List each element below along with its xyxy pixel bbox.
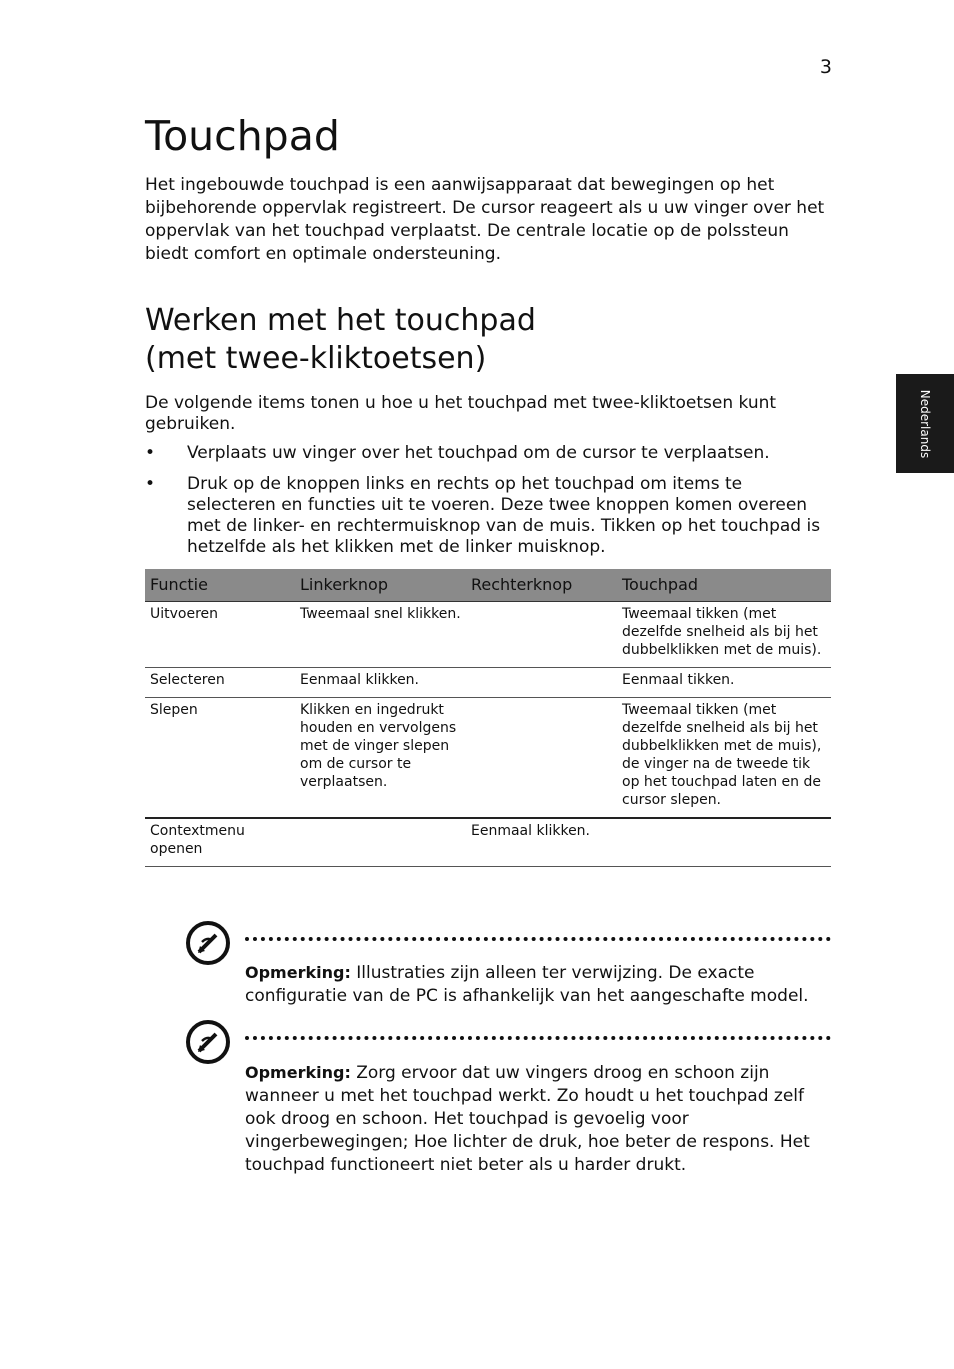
table-cell xyxy=(295,818,466,867)
table-cell: Slepen xyxy=(145,698,295,819)
bullet-symbol: • xyxy=(145,474,156,494)
language-tab-label: Nederlands xyxy=(918,389,932,458)
table-cell: Eenmaal klikken. xyxy=(466,818,617,867)
bullet-item xyxy=(145,443,835,464)
table-cell: Contextmenu openen xyxy=(145,818,295,867)
note-pen-icon xyxy=(185,920,231,966)
language-tab xyxy=(896,374,954,473)
table-cell xyxy=(466,668,617,698)
page-title: Touchpad xyxy=(145,112,340,160)
table-cell: Eenmaal klikken. xyxy=(295,668,466,698)
note-text xyxy=(245,1061,835,1177)
column-header-linkerknop: Linkerknop xyxy=(295,569,466,602)
table-cell: Eenmaal tikken. xyxy=(617,668,831,698)
bullet-item xyxy=(145,474,835,558)
table-cell: Uitvoeren xyxy=(145,602,295,668)
table-cell: Tweemaal snel klikken. xyxy=(295,602,466,668)
table-row xyxy=(145,668,831,698)
bullet-text: Druk op de knoppen links en rechts op het touchpad om items te selecteren en functies uit te voeren. Deze twee knoppen komen overeen met de linker- en rechtermuisknop van de muis. Tikken op het touchpad is hetzelfde als het klikken met de linker muisknop. xyxy=(187,474,821,557)
bullet-symbol: • xyxy=(145,443,156,463)
intro-paragraph: Het ingebouwde touchpad is een aanwijsapparaat dat bewegingen op het bijbehorende oppervlak registreert. De cursor reageert als u uw vinger over het oppervlak van het touchpad verplaatst. De centrale locatie op de polssteun biedt comfort en optimale ondersteuning. xyxy=(145,175,825,264)
table-row xyxy=(145,698,831,819)
bullet-text: Verplaats uw vinger over het touchpad om de cursor te verplaatsen. xyxy=(187,443,770,463)
table-row xyxy=(145,602,831,668)
section-heading-line-1: Werken met het touchpad xyxy=(145,303,536,338)
note-label: Opmerking: xyxy=(245,1063,351,1082)
table-cell xyxy=(466,698,617,819)
column-header-rechterknop: Rechterknop xyxy=(466,569,617,602)
lead-paragraph: De volgende items tonen u hoe u het touchpad met twee-kliktoetsen kunt gebruiken. xyxy=(145,393,777,434)
column-header-functie: Functie xyxy=(145,569,295,602)
note-pen-icon xyxy=(185,1019,231,1065)
table-cell: Selecteren xyxy=(145,668,295,698)
table-header-row xyxy=(145,569,831,602)
dotted-divider xyxy=(245,937,831,941)
note-text xyxy=(245,961,835,1008)
section-heading xyxy=(145,302,536,378)
table-cell: Tweemaal tikken (met dezelfde snelheid als bij het dubbelklikken met de muis), de vinger na de tweede tik op het touchpad laten en de cursor slepen. xyxy=(617,698,831,819)
page-number: 3 xyxy=(819,56,832,78)
table-cell: Tweemaal tikken (met dezelfde snelheid als bij het dubbelklikken met de muis). xyxy=(617,602,831,668)
note-label: Opmerking: xyxy=(245,963,351,982)
bullet-list xyxy=(145,443,835,568)
dotted-divider xyxy=(245,1036,831,1040)
section-heading-line-2: (met twee-kliktoetsen) xyxy=(145,341,487,376)
table-row xyxy=(145,818,831,867)
note-body: Zorg ervoor dat uw vingers droog en schoon zijn wanneer u met het touchpad werkt. Zo houdt u het touchpad zelf ook droog en schoon. Het touchpad is gevoelig voor vingerbewegingen; Hoe lichter de druk, hoe beter de respons. Het touchpad functioneert niet beter als u harder drukt. xyxy=(245,1063,810,1175)
table-cell: Klikken en ingedrukt houden en vervolgens met de vinger slepen om de cursor te verplaatsen. xyxy=(295,698,466,819)
note-body: Illustraties zijn alleen ter verwijzing. De exacte configuratie van de PC is afhankelijk van het aangeschafte model. xyxy=(245,963,809,1006)
table-cell xyxy=(466,602,617,668)
column-header-touchpad: Touchpad xyxy=(617,569,831,602)
function-table xyxy=(145,569,831,867)
table-cell xyxy=(617,818,831,867)
